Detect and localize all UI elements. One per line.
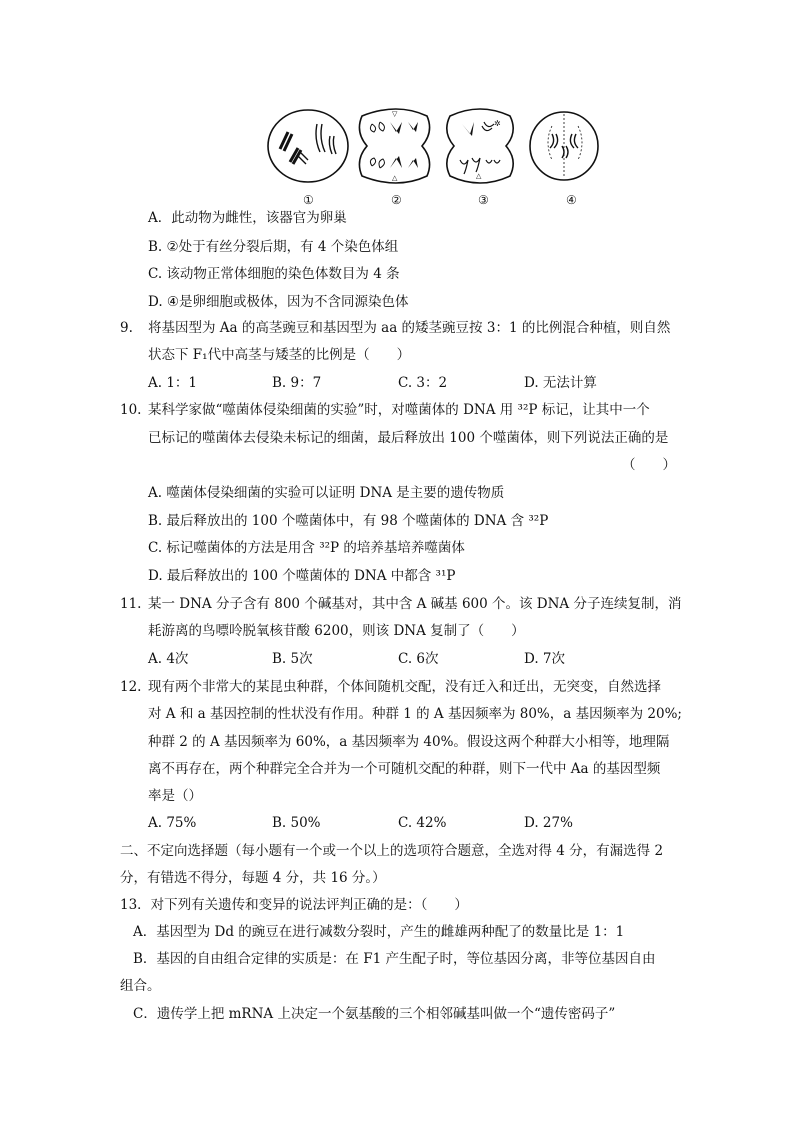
q12-stem-line-1: 现有两个非常大的某昆虫种群，个体间随机交配，没有迁入和迁出，无突变，自然选择 — [148, 679, 661, 695]
q10-option-a: A. 噬菌体侵染细菌的实验可以证明 DNA 是主要的遗传物质 — [148, 485, 505, 501]
q10-option-b: B. 最后释放出的 100 个噬菌体中，有 98 个噬菌体的 DNA 含 ³²P — [148, 513, 549, 529]
q11-option-b: B. 5次 — [272, 651, 313, 667]
cell-4 — [530, 112, 598, 180]
cell-1 — [268, 110, 348, 182]
q13-option-b-line-2: 组合。 — [120, 978, 161, 994]
q12-stem-line-2: 对 A 和 a 基因控制的性状没有作用。种群 1 的 A 基因频率为 80%，a 基因频率为 20%; — [148, 706, 682, 722]
q9-option-a: A. 1：1 — [148, 375, 198, 391]
q13-option-a: A．基因型为 Dd 的豌豆在进行减数分裂时，产生的雌雄两种配了的数量比是 1：1 — [133, 924, 625, 940]
section-2-heading-line-1: 二、不定向选择题（每小题有一个或一个以上的选项符合题意，全选对得 4 分，有漏选得 2 — [120, 843, 664, 859]
q11-stem-line-1: 某一 DNA 分子含有 800 个碱基对，其中含 A 碱基 600 个。该 DNA 分子连续复制，消 — [148, 596, 682, 612]
q11-option-a: A. 4次 — [148, 651, 189, 667]
svg-text:△: △ — [392, 174, 398, 182]
section-2-heading-line-2: 分，有错选不得分，每题 4 分，共 16 分。） — [120, 870, 386, 886]
q10-option-c: C. 标记噬菌体的方法是用含 ³²P 的培养基培养噬菌体 — [148, 540, 465, 556]
q11-number: 11. — [120, 596, 142, 612]
svg-text:▽: ▽ — [392, 110, 398, 118]
q12-option-d: D. 27% — [524, 815, 573, 831]
q8-option-d: D. ④是卵细胞或极体，因为不含同源染色体 — [148, 294, 409, 310]
q12-stem-line-3: 种群 2 的 A 基因频率为 60%，a 基因频率为 40%。假设这两个种群大小相等，地理隔 — [148, 734, 670, 750]
q10-option-d: D. 最后释放出的 100 个噬菌体的 DNA 中都含 ³¹P — [148, 568, 456, 584]
q13-stem: 13．对下列有关遗传和变异的说法评判正确的是：（ ） — [120, 897, 468, 913]
svg-text:△: △ — [476, 172, 482, 180]
q13-option-b-line-1: B．基因的自由组合定律的实质是：在 F1 产生配子时，等位基因分离，非等位基因自由 — [133, 951, 656, 967]
q12-option-b: B. 50% — [272, 815, 321, 831]
q12-number: 12. — [120, 679, 142, 695]
q12-stem-line-4: 离不再存在，两个种群完全合并为一个可随机交配的种群，则下一代中 Aa 的基因型频 — [148, 761, 661, 777]
figure-label-1: ① — [303, 193, 314, 207]
svg-text:✲: ✲ — [494, 119, 501, 128]
q9-stem-line-1: 将基因型为 Aa 的高茎豌豆和基因型为 aa 的矮茎豌豆按 3：1 的比例混合种植，则自然 — [148, 320, 671, 336]
q10-number: 10. — [120, 402, 142, 418]
q11-option-c: C. 6次 — [398, 651, 439, 667]
figure-label-3: ③ — [478, 193, 489, 207]
q9-option-c: C. 3：2 — [398, 375, 448, 391]
q12-stem-line-5: 率是（） — [148, 788, 202, 804]
q8-option-c: C. 该动物正常体细胞的染色体数目为 4 条 — [148, 266, 400, 282]
q9-option-b: B. 9：7 — [272, 375, 322, 391]
q11-stem-line-2: 耗游离的鸟嘌呤脱氧核苷酸 6200，则该 DNA 复制了（ ） — [148, 623, 525, 639]
q10-stem-line-2: 已标记的噬菌体去侵染未标记的细菌，最后释放出 100 个噬菌体，则下列说法正确的是 — [148, 430, 669, 446]
cell-division-figure — [262, 104, 602, 204]
q13-option-c: C．遗传学上把 mRNA 上决定一个氨基酸的三个相邻碱基叫做一个“遗传密码子” — [133, 1006, 616, 1022]
q10-answer-bracket: （ ） — [622, 457, 676, 473]
q11-option-d: D. 7次 — [524, 651, 566, 667]
q8-option-b: B. ②处于有丝分裂后期，有 4 个染色体组 — [148, 239, 399, 255]
figure-label-2: ② — [391, 193, 402, 207]
q10-stem-line-1: 某科学家做“噬菌体侵染细菌的实验”时，对噬菌体的 DNA 用 ³²P 标记，让其中一个 — [148, 402, 650, 418]
q9-option-d: D. 无法计算 — [524, 375, 597, 391]
q9-number: 9. — [120, 320, 133, 336]
cell-2 — [359, 109, 429, 183]
q9-stem-line-2: 状态下 F₁代中高茎与矮茎的比例是（ ） — [148, 347, 411, 363]
cell-3 — [447, 109, 513, 183]
q8-option-a: A．此动物为雌性，该器官为卵巢 — [148, 210, 347, 226]
q12-option-c: C. 42% — [398, 815, 447, 831]
q12-option-a: A. 75% — [148, 815, 197, 831]
figure-label-4: ④ — [566, 193, 577, 207]
